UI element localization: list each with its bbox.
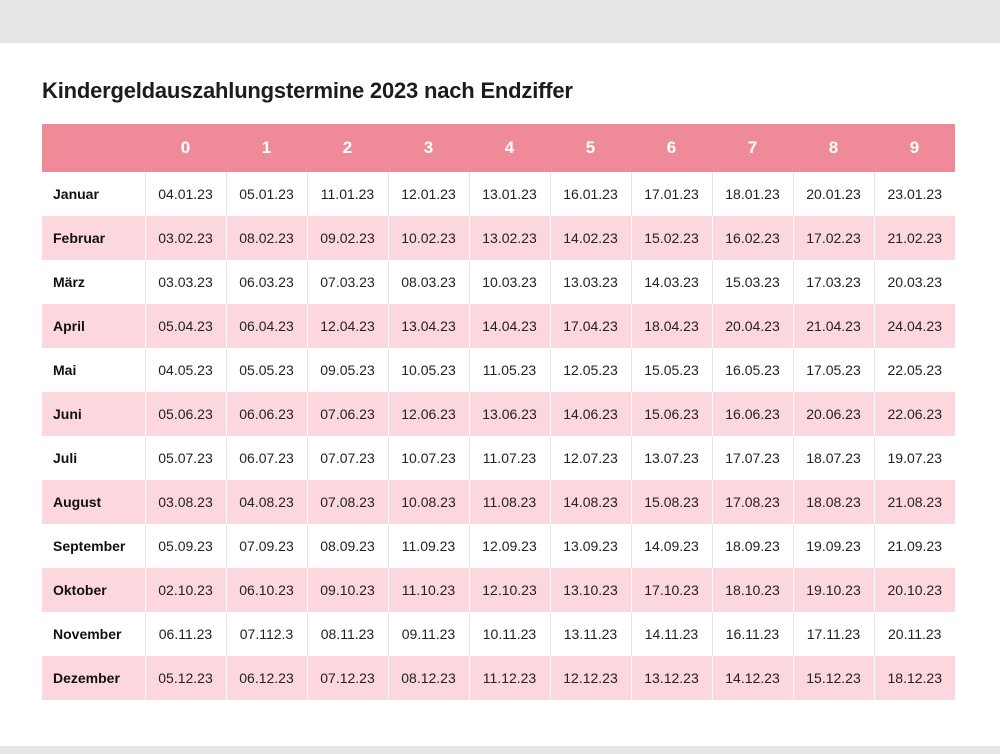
date-cell: 19.10.23 xyxy=(793,568,874,612)
date-cell: 06.04.23 xyxy=(226,304,307,348)
date-cell: 08.02.23 xyxy=(226,216,307,260)
date-cell: 13.11.23 xyxy=(550,612,631,656)
date-cell: 19.07.23 xyxy=(887,450,942,466)
date-cell: 18.10.23 xyxy=(712,568,793,612)
date-cell: 06.03.23 xyxy=(226,260,307,304)
date-cell: 11.08.23 xyxy=(469,480,550,524)
date-cell: 09.10.23 xyxy=(307,568,388,612)
table-row xyxy=(42,348,955,392)
month-label: Dezember xyxy=(42,656,145,700)
date-cell: 13.06.23 xyxy=(469,392,550,436)
date-cell: 14.04.23 xyxy=(469,304,550,348)
date-cell: 17.10.23 xyxy=(631,568,712,612)
date-cell: 05.04.23 xyxy=(145,304,226,348)
month-label: Oktober xyxy=(42,568,145,612)
date-cell: 15.03.23 xyxy=(712,260,793,304)
date-cell: 08.11.23 xyxy=(307,612,388,656)
date-cell: 14.03.23 xyxy=(631,260,712,304)
date-cell: 08.09.23 xyxy=(307,524,388,568)
date-cell: 20.03.23 xyxy=(887,274,942,290)
date-cell: 05.01.23 xyxy=(226,172,307,216)
date-cell: 03.03.23 xyxy=(145,260,226,304)
date-cell: 15.06.23 xyxy=(631,392,712,436)
date-cell: 13.01.23 xyxy=(469,172,550,216)
date-cell: 20.04.23 xyxy=(712,304,793,348)
date-cell: 14.11.23 xyxy=(631,612,712,656)
date-cell: 10.02.23 xyxy=(388,216,469,260)
header-digit-1: 1 xyxy=(226,124,307,172)
date-cell: 06.10.23 xyxy=(226,568,307,612)
date-cell: 04.08.23 xyxy=(226,480,307,524)
month-label: September xyxy=(42,524,145,568)
date-cell: 12.09.23 xyxy=(469,524,550,568)
date-cell: 11.12.23 xyxy=(469,656,550,700)
month-label: Januar xyxy=(42,172,145,216)
date-cell: 09.11.23 xyxy=(388,612,469,656)
date-cell: 08.12.23 xyxy=(388,656,469,700)
date-cell: 11.10.23 xyxy=(388,568,469,612)
date-cell: 05.12.23 xyxy=(145,656,226,700)
table-row xyxy=(42,304,955,348)
header-digit-9: 9 xyxy=(874,124,955,172)
date-cell: 15.12.23 xyxy=(793,656,874,700)
month-label: Februar xyxy=(42,216,145,260)
table-row xyxy=(42,480,955,524)
date-cell: 18.12.23 xyxy=(874,656,955,700)
date-cell: 10.05.23 xyxy=(388,348,469,392)
date-cell: 16.11.23 xyxy=(712,612,793,656)
date-cell: 03.02.23 xyxy=(145,216,226,260)
header-digit-7: 7 xyxy=(712,124,793,172)
date-cell: 12.12.23 xyxy=(550,656,631,700)
date-cell: 18.09.23 xyxy=(712,524,793,568)
date-cell: 07.03.23 xyxy=(307,260,388,304)
date-cell: 13.09.23 xyxy=(550,524,631,568)
date-cell: 05.07.23 xyxy=(145,436,226,480)
header-digit-0: 0 xyxy=(145,124,226,172)
table-row xyxy=(42,436,955,480)
month-label: März xyxy=(42,260,145,304)
date-cell: 20.01.23 xyxy=(793,172,874,216)
date-cell: 16.05.23 xyxy=(712,348,793,392)
header-digit-8: 8 xyxy=(793,124,874,172)
date-cell: 17.08.23 xyxy=(712,480,793,524)
month-label: Juni xyxy=(42,392,145,436)
header-digit-3: 3 xyxy=(388,124,469,172)
date-cell: 20.11.23 xyxy=(888,626,942,642)
date-cell: 06.11.23 xyxy=(145,612,226,656)
month-label: Mai xyxy=(42,348,145,392)
date-cell: 17.05.23 xyxy=(793,348,874,392)
date-cell: 12.05.23 xyxy=(550,348,631,392)
date-cell: 07.112.3 xyxy=(226,612,307,656)
date-cell: 17.02.23 xyxy=(793,216,874,260)
date-cell: 16.06.23 xyxy=(712,392,793,436)
header-digit-5: 5 xyxy=(550,124,631,172)
date-cell: 13.12.23 xyxy=(631,656,712,700)
date-cell: 06.12.23 xyxy=(226,656,307,700)
date-cell: 21.09.23 xyxy=(887,538,942,554)
date-cell: 05.09.23 xyxy=(145,524,226,568)
date-cell: 12.10.23 xyxy=(469,568,550,612)
date-cell: 18.01.23 xyxy=(712,172,793,216)
table-header-row xyxy=(42,124,955,172)
table-row xyxy=(42,260,955,304)
date-cell: 05.05.23 xyxy=(226,348,307,392)
date-cell: 07.07.23 xyxy=(307,436,388,480)
month-label: April xyxy=(42,304,145,348)
date-cell: 16.02.23 xyxy=(712,216,793,260)
date-cell: 06.06.23 xyxy=(226,392,307,436)
date-cell: 09.05.23 xyxy=(307,348,388,392)
date-cell: 04.01.23 xyxy=(145,172,226,216)
date-cell: 18.04.23 xyxy=(631,304,712,348)
date-cell: 14.12.23 xyxy=(712,656,793,700)
date-cell: 17.01.23 xyxy=(631,172,712,216)
date-cell: 20.10.23 xyxy=(874,568,955,612)
date-cell: 06.07.23 xyxy=(226,436,307,480)
date-cell: 07.06.23 xyxy=(307,392,388,436)
date-cell: 13.02.23 xyxy=(469,216,550,260)
date-cell: 04.05.23 xyxy=(145,348,226,392)
date-cell: 23.01.23 xyxy=(887,186,942,202)
date-cell: 22.06.23 xyxy=(874,392,955,436)
date-cell: 13.07.23 xyxy=(631,436,712,480)
date-cell: 13.03.23 xyxy=(550,260,631,304)
date-cell: 17.11.23 xyxy=(793,612,874,656)
date-cell: 10.11.23 xyxy=(469,612,550,656)
date-cell: 21.02.23 xyxy=(874,216,955,260)
date-cell: 12.06.23 xyxy=(388,392,469,436)
date-cell: 14.08.23 xyxy=(550,480,631,524)
header-digit-4: 4 xyxy=(469,124,550,172)
table-row xyxy=(42,568,955,612)
table-row xyxy=(42,216,955,260)
date-cell: 22.05.23 xyxy=(887,362,942,378)
date-cell: 18.07.23 xyxy=(793,436,874,480)
table-row xyxy=(42,524,955,568)
date-cell: 10.03.23 xyxy=(469,260,550,304)
date-cell: 11.01.23 xyxy=(307,172,388,216)
date-cell: 07.12.23 xyxy=(307,656,388,700)
table-row xyxy=(42,656,955,700)
date-cell: 15.08.23 xyxy=(631,480,712,524)
page-title: Kindergeldauszahlungstermine 2023 nach Endziffer xyxy=(42,78,573,103)
date-cell: 03.08.23 xyxy=(145,480,226,524)
date-cell: 12.04.23 xyxy=(307,304,388,348)
date-cell: 17.03.23 xyxy=(793,260,874,304)
date-cell: 19.09.23 xyxy=(793,524,874,568)
date-cell: 21.04.23 xyxy=(793,304,874,348)
date-cell: 09.02.23 xyxy=(307,216,388,260)
month-label: November xyxy=(42,612,145,656)
date-cell: 16.01.23 xyxy=(550,172,631,216)
date-cell: 15.05.23 xyxy=(631,348,712,392)
date-cell: 24.04.23 xyxy=(874,304,955,348)
header-digit-6: 6 xyxy=(631,124,712,172)
date-cell: 14.09.23 xyxy=(631,524,712,568)
header-digit-2: 2 xyxy=(307,124,388,172)
date-cell: 05.06.23 xyxy=(145,392,226,436)
date-cell: 07.09.23 xyxy=(226,524,307,568)
month-label: Juli xyxy=(42,436,145,480)
table-row xyxy=(42,392,955,436)
date-cell: 13.10.23 xyxy=(550,568,631,612)
date-cell: 17.07.23 xyxy=(712,436,793,480)
table-row xyxy=(42,612,955,656)
month-label: August xyxy=(42,480,145,524)
date-cell: 11.05.23 xyxy=(469,348,550,392)
date-cell: 10.07.23 xyxy=(388,436,469,480)
date-cell: 12.07.23 xyxy=(550,436,631,480)
date-cell: 12.01.23 xyxy=(388,172,469,216)
date-cell: 21.08.23 xyxy=(874,480,955,524)
date-cell: 11.07.23 xyxy=(469,436,550,480)
date-cell: 18.08.23 xyxy=(793,480,874,524)
payment-schedule-table xyxy=(42,124,955,700)
date-cell: 20.06.23 xyxy=(793,392,874,436)
date-cell: 08.03.23 xyxy=(388,260,469,304)
table-body xyxy=(42,172,955,700)
date-cell: 13.04.23 xyxy=(388,304,469,348)
date-cell: 15.02.23 xyxy=(631,216,712,260)
date-cell: 02.10.23 xyxy=(145,568,226,612)
date-cell: 11.09.23 xyxy=(388,524,469,568)
date-cell: 10.08.23 xyxy=(388,480,469,524)
date-cell: 07.08.23 xyxy=(307,480,388,524)
date-cell: 14.06.23 xyxy=(550,392,631,436)
header-month-cell xyxy=(42,124,145,172)
date-cell: 14.02.23 xyxy=(550,216,631,260)
table-row xyxy=(42,172,955,216)
date-cell: 17.04.23 xyxy=(550,304,631,348)
